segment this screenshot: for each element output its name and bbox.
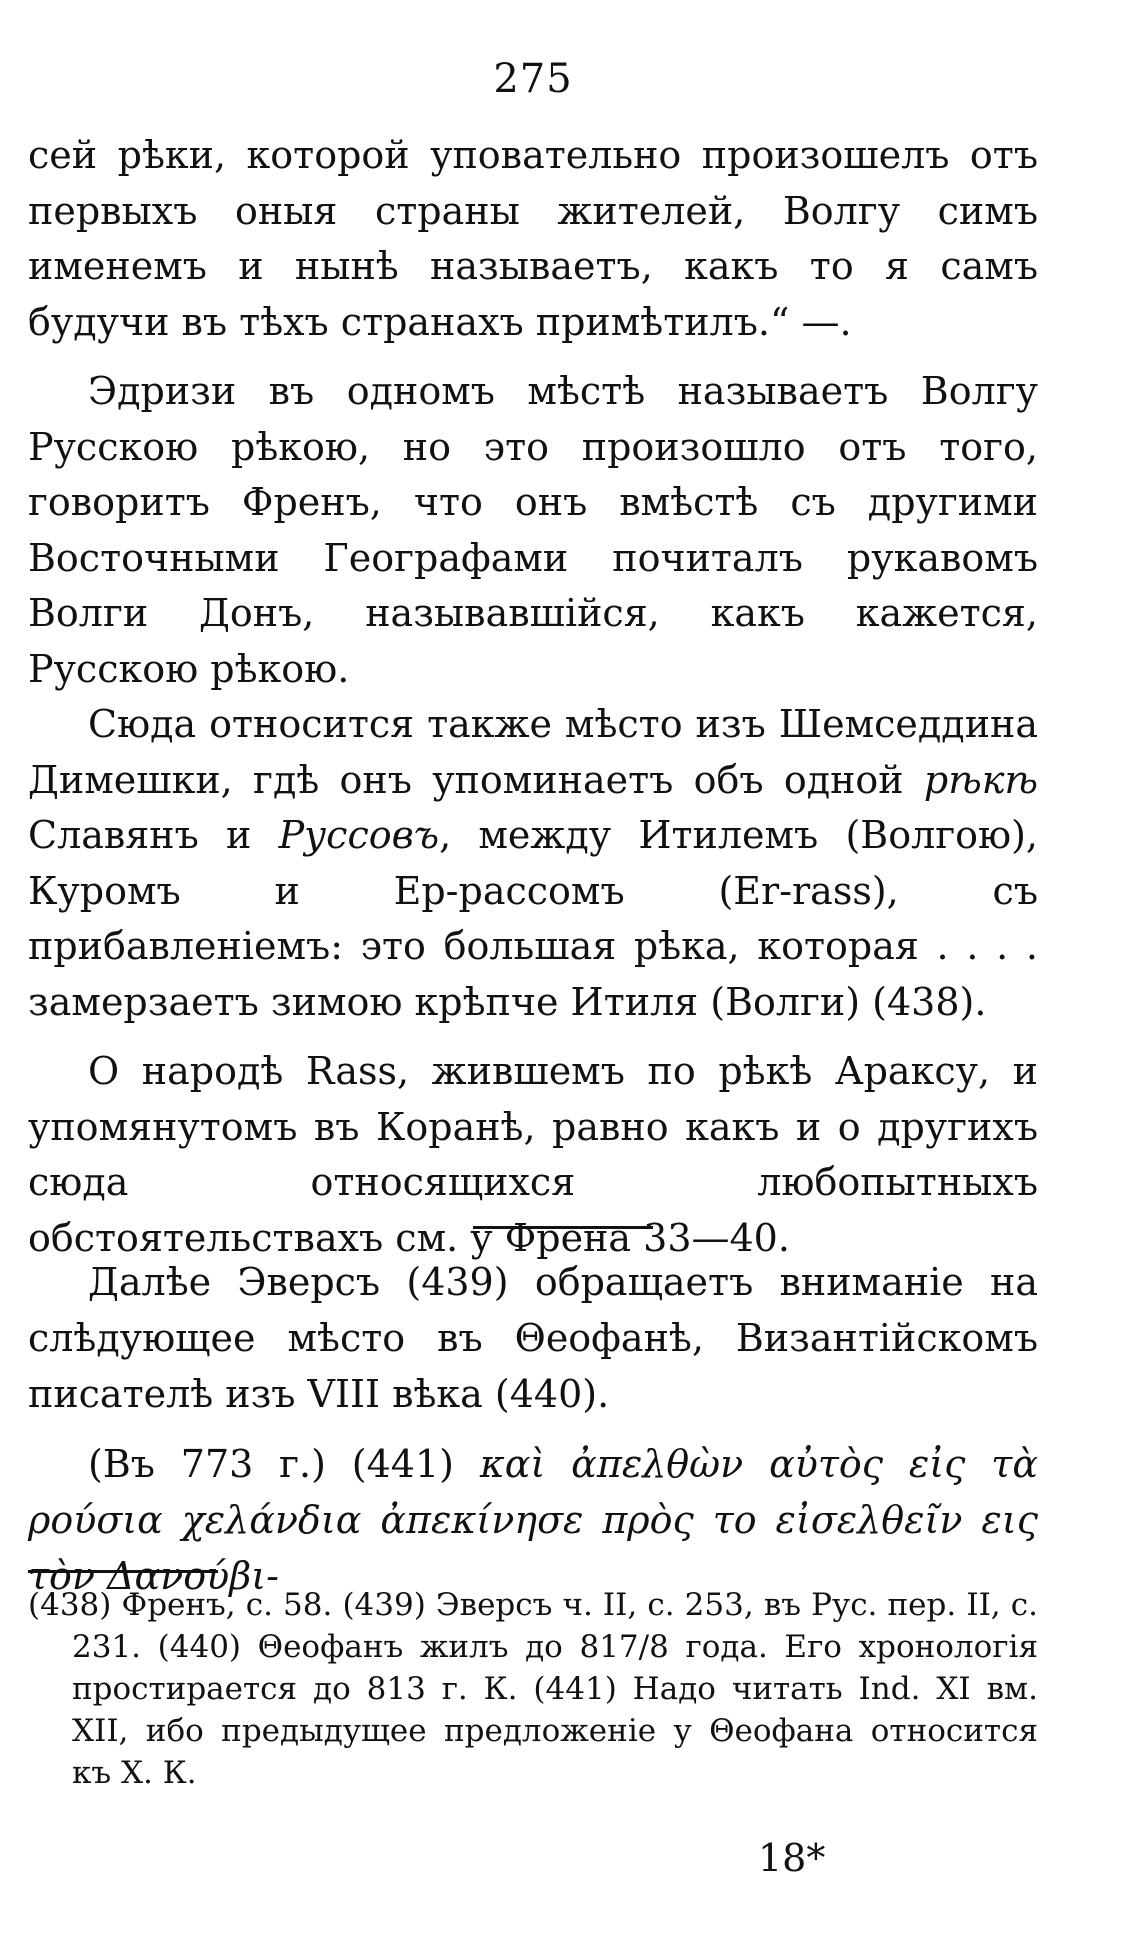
paragraph-6-greek: καὶ ἀπελθὼν αὐτὸς εἰς τὰ ρούσια χελάνδια ἀπεκίνησε πρὸς το εἰσελθεῖν εις τὸν Δανούβι- [28,1442,1038,1598]
page-number: 275 [493,56,573,102]
paragraph-4: О народѣ Rass, жившемъ по рѣкѣ Араксу, и упомянутомъ въ Коранѣ, равно какъ и о другихъ сюда относящихся любопытныхъ обстоятельствахъ см. у Френа 33—40. [28,1049,1038,1260]
paragraph-6 [28,1436,1038,1604]
footnotes [28,1584,1038,1794]
paragraph-3 [28,697,1038,1030]
paragraph-6-prefix: (Въ 773 г.) (441) [88,1442,454,1486]
paragraph-3-italic-russ: Руссовъ [278,813,440,857]
main-text-2 [28,1254,1038,1604]
footnote-divider [28,1570,218,1573]
paragraph-3-part-c: Славянъ и [28,813,252,857]
main-text [28,128,1038,1266]
paragraph-2: Эдризи въ одномъ мѣстѣ называетъ Волгу Русскою рѣкою, но это произошло отъ того, говоритъ Френъ, что онъ вмѣстѣ съ другими Восточными Географами почиталъ рукавомъ Волги Донъ, называвшійся, какъ кажется, Русскою рѣкою. [28,369,1038,691]
footnote-text: (438) Френъ, с. 58. (439) Эверсъ ч. II, с. 253, въ Рус. пер. II, с. 231. (440) Θеофанъ жилъ до 817/8 года. Его хронологія простирается до 813 г. К. (441) Надо читать Ind. XI вм. XII, ибо предыдущее предложеніе у Θеофана относится къ X. К. [28,1587,1038,1791]
paragraph-3-part-a: Сюда относится также мѣсто изъ Шемседдина Димешки, гдѣ онъ упоминаетъ объ одной [28,702,1038,802]
section-divider [473,1226,653,1229]
signature-mark: 18* [758,1836,826,1880]
paragraph-5: Далѣе Эверсъ (439) обращаетъ вниманіе на слѣдующее мѣсто въ Θеофанѣ, Византійскомъ писателѣ изъ VIII вѣка (440). [28,1260,1038,1416]
paragraph-1: сей рѣки, которой уповательно произошелъ отъ первыхъ оныя страны жителей, Волгу симъ именемъ и нынѣ называетъ, какъ то я самъ будучи въ тѣхъ странахъ примѣтилъ.“ —. [28,133,1038,344]
paragraph-3-italic-river: рѣкѣ [923,757,1038,802]
book-page [28,0,1038,1933]
paragraph-3-part-e: , между Итилемъ (Волгою), Куромъ и Ер-рассомъ (Er-rass), съ прибавленіемъ: это большая рѣка, которая . . . . замерзаетъ зимою крѣпче Итиля (Волги) (438). [28,813,1038,1024]
